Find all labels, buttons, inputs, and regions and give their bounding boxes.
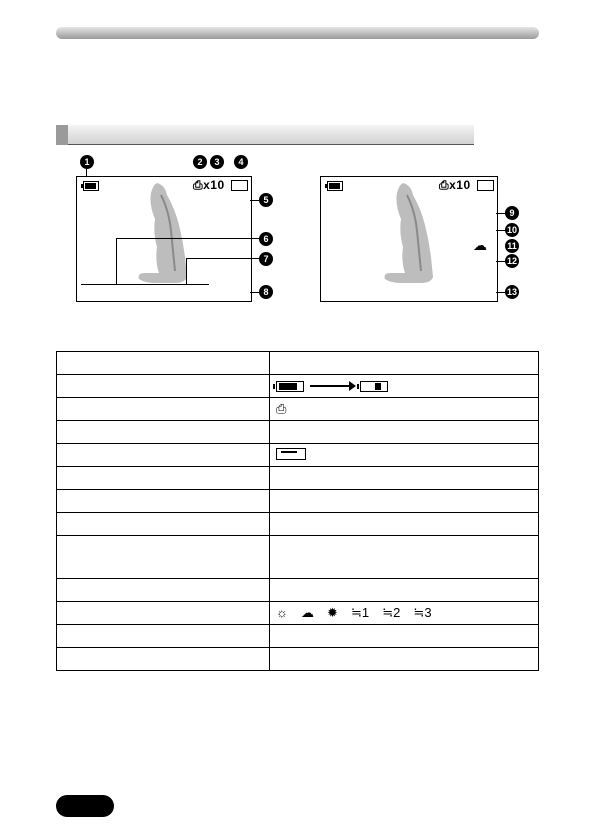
table-row xyxy=(57,536,539,579)
leader-line xyxy=(496,230,505,231)
callout-6: 6 xyxy=(259,232,273,246)
row-value xyxy=(270,490,539,513)
row-value xyxy=(270,352,539,375)
protect-key-icon xyxy=(231,180,248,191)
tungsten-icon: ✹ xyxy=(327,605,338,620)
row-value xyxy=(270,536,539,579)
lcd-screen-left xyxy=(76,176,252,302)
callout-10: 10 xyxy=(506,225,517,235)
battery-icon xyxy=(327,181,343,191)
protect-key-icon xyxy=(276,448,306,460)
section-marker xyxy=(56,125,68,145)
section-band xyxy=(68,125,474,145)
callout-5: 5 xyxy=(259,193,273,207)
row-label xyxy=(57,375,270,398)
callout-12: 12 xyxy=(506,256,517,266)
row-value xyxy=(270,648,539,671)
row-value xyxy=(270,375,539,398)
leader-line xyxy=(496,213,505,214)
print-reserve-indicator xyxy=(193,178,225,193)
fluorescent-3-icon: ≒3 xyxy=(413,605,432,620)
leader-line xyxy=(250,200,259,201)
row-label xyxy=(57,398,270,421)
print-count: x10 xyxy=(449,178,471,192)
sun-icon: ☼ xyxy=(276,605,288,620)
table-row xyxy=(57,375,539,398)
callout-8: 8 xyxy=(259,285,273,299)
table-row xyxy=(57,625,539,648)
row-value xyxy=(270,625,539,648)
header-rule-bar xyxy=(56,27,539,39)
table-row xyxy=(57,490,539,513)
print-reserve-indicator xyxy=(439,178,471,193)
lcd-screen-right xyxy=(320,176,498,302)
print-icon: ⎙ xyxy=(439,178,450,192)
leader-line xyxy=(496,292,505,293)
leader-line xyxy=(116,238,117,284)
table-row xyxy=(57,648,539,671)
cloud-icon: ☁ xyxy=(300,605,314,620)
row-value xyxy=(270,513,539,536)
row-label xyxy=(57,625,270,648)
callout-9: 9 xyxy=(505,206,519,220)
leader-line xyxy=(496,261,505,262)
table-row xyxy=(57,602,539,625)
callout-3: 3 xyxy=(210,155,224,169)
screen-baseline xyxy=(81,284,209,285)
row-label xyxy=(57,421,270,444)
row-value xyxy=(270,421,539,444)
table-row xyxy=(57,579,539,602)
leader-line xyxy=(86,169,87,177)
leader-line xyxy=(186,258,187,284)
row-label xyxy=(57,444,270,467)
row-label xyxy=(57,352,270,375)
section-heading-bar xyxy=(56,125,474,145)
row-value xyxy=(270,579,539,602)
callout-13: 13 xyxy=(506,287,517,297)
row-value xyxy=(270,467,539,490)
row-label xyxy=(57,648,270,671)
row-label xyxy=(57,490,270,513)
table-row xyxy=(57,398,539,421)
row-label xyxy=(57,513,270,536)
battery-low-icon xyxy=(360,381,388,392)
callout-4: 4 xyxy=(234,155,248,169)
protect-key-icon xyxy=(477,180,494,191)
table-row xyxy=(57,421,539,444)
callout-1: 1 xyxy=(80,155,94,169)
row-label xyxy=(57,602,270,625)
callout-11: 11 xyxy=(505,239,519,253)
page-number-tab xyxy=(56,795,114,817)
battery-icon xyxy=(83,181,99,191)
table-row xyxy=(57,467,539,490)
battery-full-icon xyxy=(276,381,304,392)
arrow-right-icon xyxy=(310,385,354,387)
cloud-icon: ☁ xyxy=(473,237,487,253)
leader-line xyxy=(186,258,259,259)
table-row xyxy=(57,352,539,375)
row-value xyxy=(270,444,539,467)
print-count: x10 xyxy=(203,178,225,192)
row-label xyxy=(57,467,270,490)
print-icon: ⎙ xyxy=(193,178,204,192)
callout-2: 2 xyxy=(193,155,207,169)
section-underline xyxy=(68,144,474,145)
fluorescent-2-icon: ≒2 xyxy=(382,605,401,620)
row-value xyxy=(270,398,539,421)
cat-image xyxy=(381,181,441,285)
row-label xyxy=(57,536,270,579)
row-label xyxy=(57,579,270,602)
fluorescent-1-icon: ≒1 xyxy=(351,605,370,620)
callout-7: 7 xyxy=(259,252,273,266)
leader-line xyxy=(116,238,259,239)
table-row xyxy=(57,513,539,536)
indicator-table xyxy=(56,351,539,671)
row-value xyxy=(270,602,539,625)
table-row xyxy=(57,444,539,467)
print-icon: ⎙ xyxy=(276,401,287,416)
leader-line xyxy=(250,292,259,293)
